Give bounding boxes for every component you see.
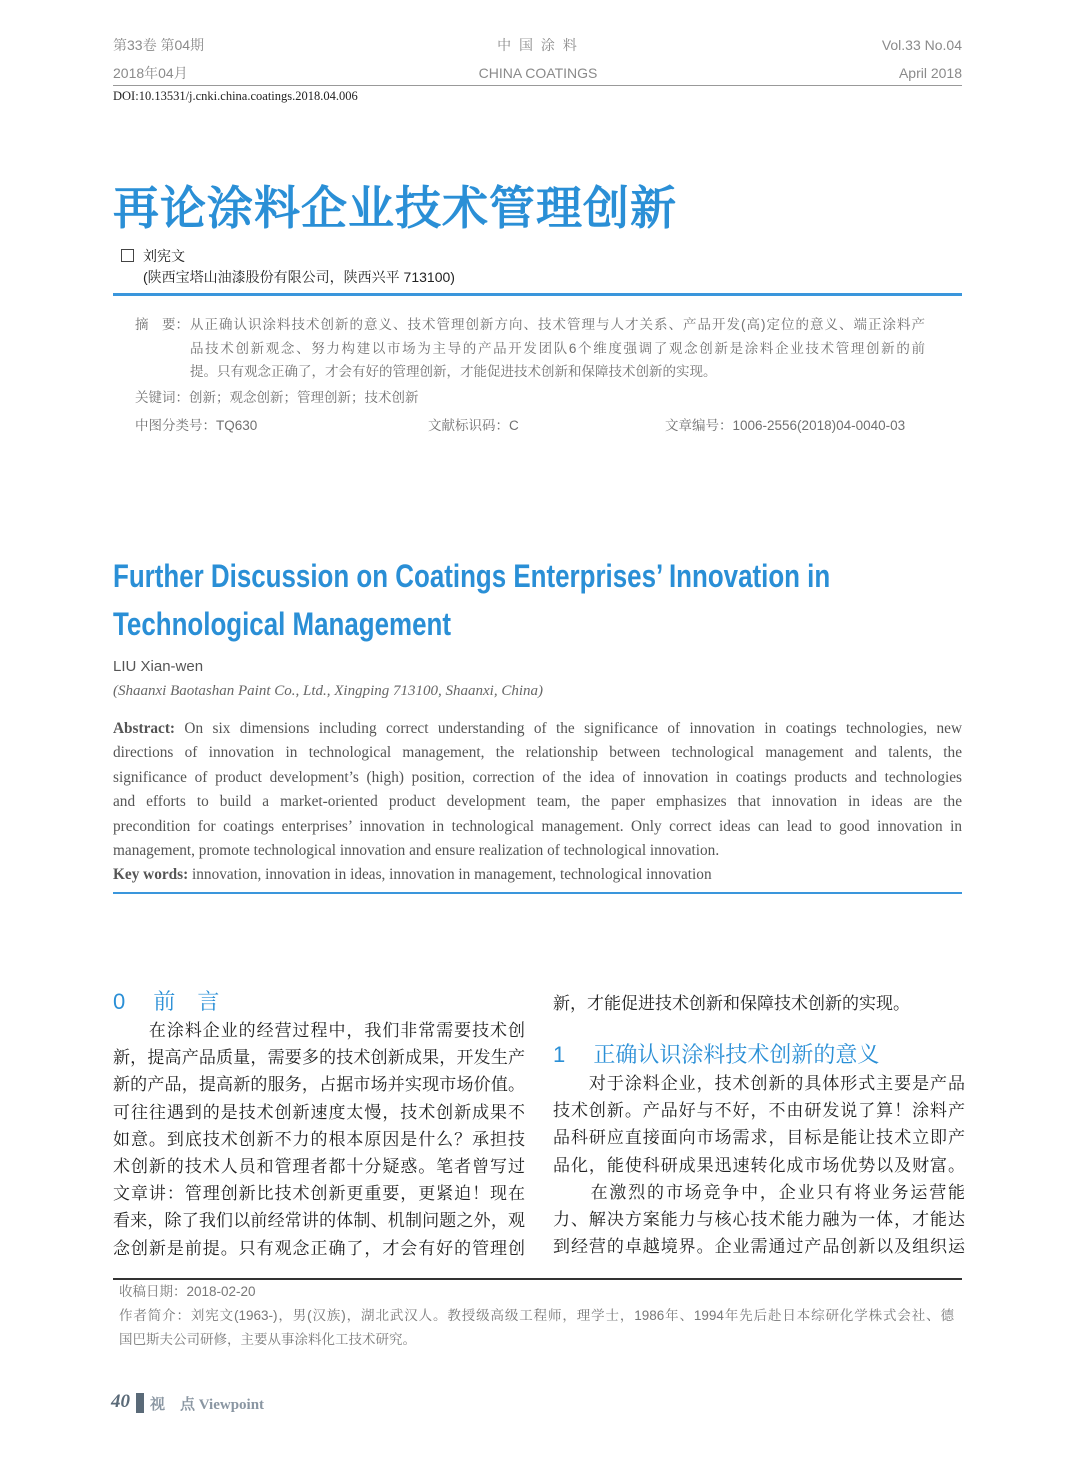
left-column [113, 1017, 525, 1262]
title-cn: 再论涂料企业技术管理创新 [113, 182, 677, 234]
clc-number: 中图分类号：TQ630 [135, 418, 258, 433]
doi: DOI:10.13531/j.cnki.china.coatings.2018.04.006 [113, 89, 358, 103]
body-line: 术创新的技术人员和管理者都十分疑惑。笔者曾写过 [113, 1157, 525, 1177]
abstract-en-line: On six dimensions including correct understanding of the significance of innovation in coatings technologies, new [184, 720, 962, 737]
body-line: 如意。到底技术创新不力的根本原因是什么？承担技 [113, 1129, 525, 1149]
abstract-rule [113, 892, 962, 894]
section-1-heading [553, 1038, 879, 1069]
abstract-cn-line: 从正确认识涂料技术创新的意义、技术管理创新方向、技术管理与人才关系、产品开发(高)定位的意义、端正涂料产 [190, 317, 925, 332]
body-line: 新，才能促进技术创新和保障技术创新的实现。 [553, 994, 910, 1013]
date-cn: 2018年04月 [113, 65, 188, 81]
title-en-line-2: Technological Management [113, 606, 451, 642]
abstract-en-line: precondition for coatings enterprises’ innovation in technological management. Only correct ideas can lead to good innovation in [113, 817, 962, 835]
right-column-continuation [553, 990, 965, 1017]
body-line: 在激烈的市场竞争中，企业只有将业务运营能 [553, 1182, 965, 1202]
title-en-line-1: Further Discussion on Coatings Enterprises’ Innovation in [113, 558, 831, 594]
author-cn: 刘宪文 [143, 248, 185, 264]
abstract-en-line: significance of product development’s (high) position, correction of the idea of innovation in coatings products and technologies [113, 768, 962, 786]
abstract-en-line: management, promote technological innovation and ensure realization of technological innovation. [113, 842, 720, 860]
section-0-heading [113, 985, 219, 1016]
square-icon [121, 249, 134, 262]
article-number: 文章编号：1006-2556(2018)04-0040-03 [665, 418, 906, 433]
affiliation-en: (Shaanxi Baotashan Paint Co., Ltd., Xingping 713100, Shaanxi, China) [113, 683, 543, 699]
body-line: 品科研应直接面向市场需求，目标是能让技术立即产 [553, 1128, 965, 1148]
document-code: 文献标识码：C [428, 418, 519, 433]
section-1-number: 1 [553, 1042, 566, 1067]
abstract-en-label: Abstract: [113, 720, 176, 737]
keywords-cn: 关键词：创新；观念创新；管理创新；技术创新 [135, 390, 419, 405]
volume-issue-en: Vol.33 No.04 [881, 37, 962, 53]
body-line: 看来，除了我们以前经常讲的体制、机制问题之外，观 [113, 1211, 525, 1231]
body-line: 新，提高产品质量，需要多的技术创新成果，开发生产 [113, 1048, 525, 1068]
abstract-cn [190, 313, 925, 384]
body-line: 新的产品，提高新的服务，占据市场并实现市场价值。 [113, 1075, 525, 1095]
journal-name-cn: 中 国 涂 料 [497, 37, 579, 53]
body-line: 在涂料企业的经营过程中，我们非常需要技术创 [113, 1021, 525, 1040]
section-0-number: 0 [113, 989, 126, 1014]
volume-issue-cn: 第33卷 第04期 [113, 37, 205, 53]
section-1-title: 正确认识涂料技术创新的意义 [593, 1042, 880, 1067]
abstract-en-line: and efforts to build a market-oriented product development team, the paper emphasizes that innovation in ideas are the [113, 793, 962, 811]
body-line: 对于涂料企业，技术创新的具体形式主要是产品 [553, 1074, 965, 1093]
page-number: 40 [111, 1391, 130, 1412]
header-rule [113, 85, 962, 86]
author-bio-line: 作者简介：刘宪文(1963-)，男(汉族)，湖北武汉人。教授级高级工程师，理学士，1986年、1994年先后赴日本综研化学株式会社、德 [119, 1308, 954, 1323]
keywords-en: innovation, innovation in ideas, innovation in management, technological innovation [192, 866, 712, 884]
date-en: April 2018 [898, 65, 962, 81]
footer-section-cn: 视 点 [150, 1397, 196, 1413]
body-line: 文章讲：管理创新比技术创新更重要，更紧迫！现在 [113, 1184, 525, 1204]
affiliation-cn: (陕西宝塔山油漆股份有限公司，陕西兴平 713100) [143, 269, 455, 285]
abstract-cn-label: 摘 要： [135, 317, 189, 332]
footer-bar [136, 1393, 144, 1413]
abstract-en [113, 717, 962, 888]
body-line: 到经营的卓越境界。企业需通过产品创新以及组织运 [553, 1237, 965, 1257]
body-line: 力、解决方案能力与核心技术能力融为一体，才能达 [553, 1210, 965, 1230]
author-bio-line: 国巴斯夫公司研修，主要从事涂料化工技术研究。 [119, 1331, 416, 1347]
abstract-cn-line: 提。只有观念正确了，才会有好的管理创新，才能促进技术创新和保障技术创新的实现。 [190, 364, 717, 379]
journal-name-en: CHINA COATINGS [478, 65, 598, 81]
abstract-en-line: directions of innovation in technological management, the relationship between technological management and talents, the [113, 744, 962, 762]
title-rule [113, 293, 962, 296]
received-date: 收稿日期：2018-02-20 [119, 1284, 256, 1299]
footer-section [150, 1393, 264, 1414]
abstract-cn-line: 品技术创新观念、努力构建以市场为主导的产品开发团队6个维度强调了观念创新是涂料企业技术管理创新的前 [190, 340, 925, 356]
keywords-en-label: Key words: [113, 866, 189, 884]
footer-section-en: Viewpoint [198, 1397, 265, 1413]
body-line: 可往往遇到的是技术创新速度太慢，技术创新成果不 [113, 1102, 525, 1122]
body-line: 技术创新。产品好与不好，不由研发说了算！涂料产 [553, 1101, 965, 1121]
body-line: 品化，能使科研成果迅速转化成市场优势以及财富。 [553, 1155, 965, 1175]
right-column [553, 1070, 965, 1260]
author-bio [119, 1304, 954, 1351]
body-line: 念创新是前提。只有观念正确了，才会有好的管理创 [113, 1238, 525, 1258]
section-0-title: 前 言 [153, 989, 220, 1014]
author-en: LIU Xian-wen [113, 658, 204, 675]
